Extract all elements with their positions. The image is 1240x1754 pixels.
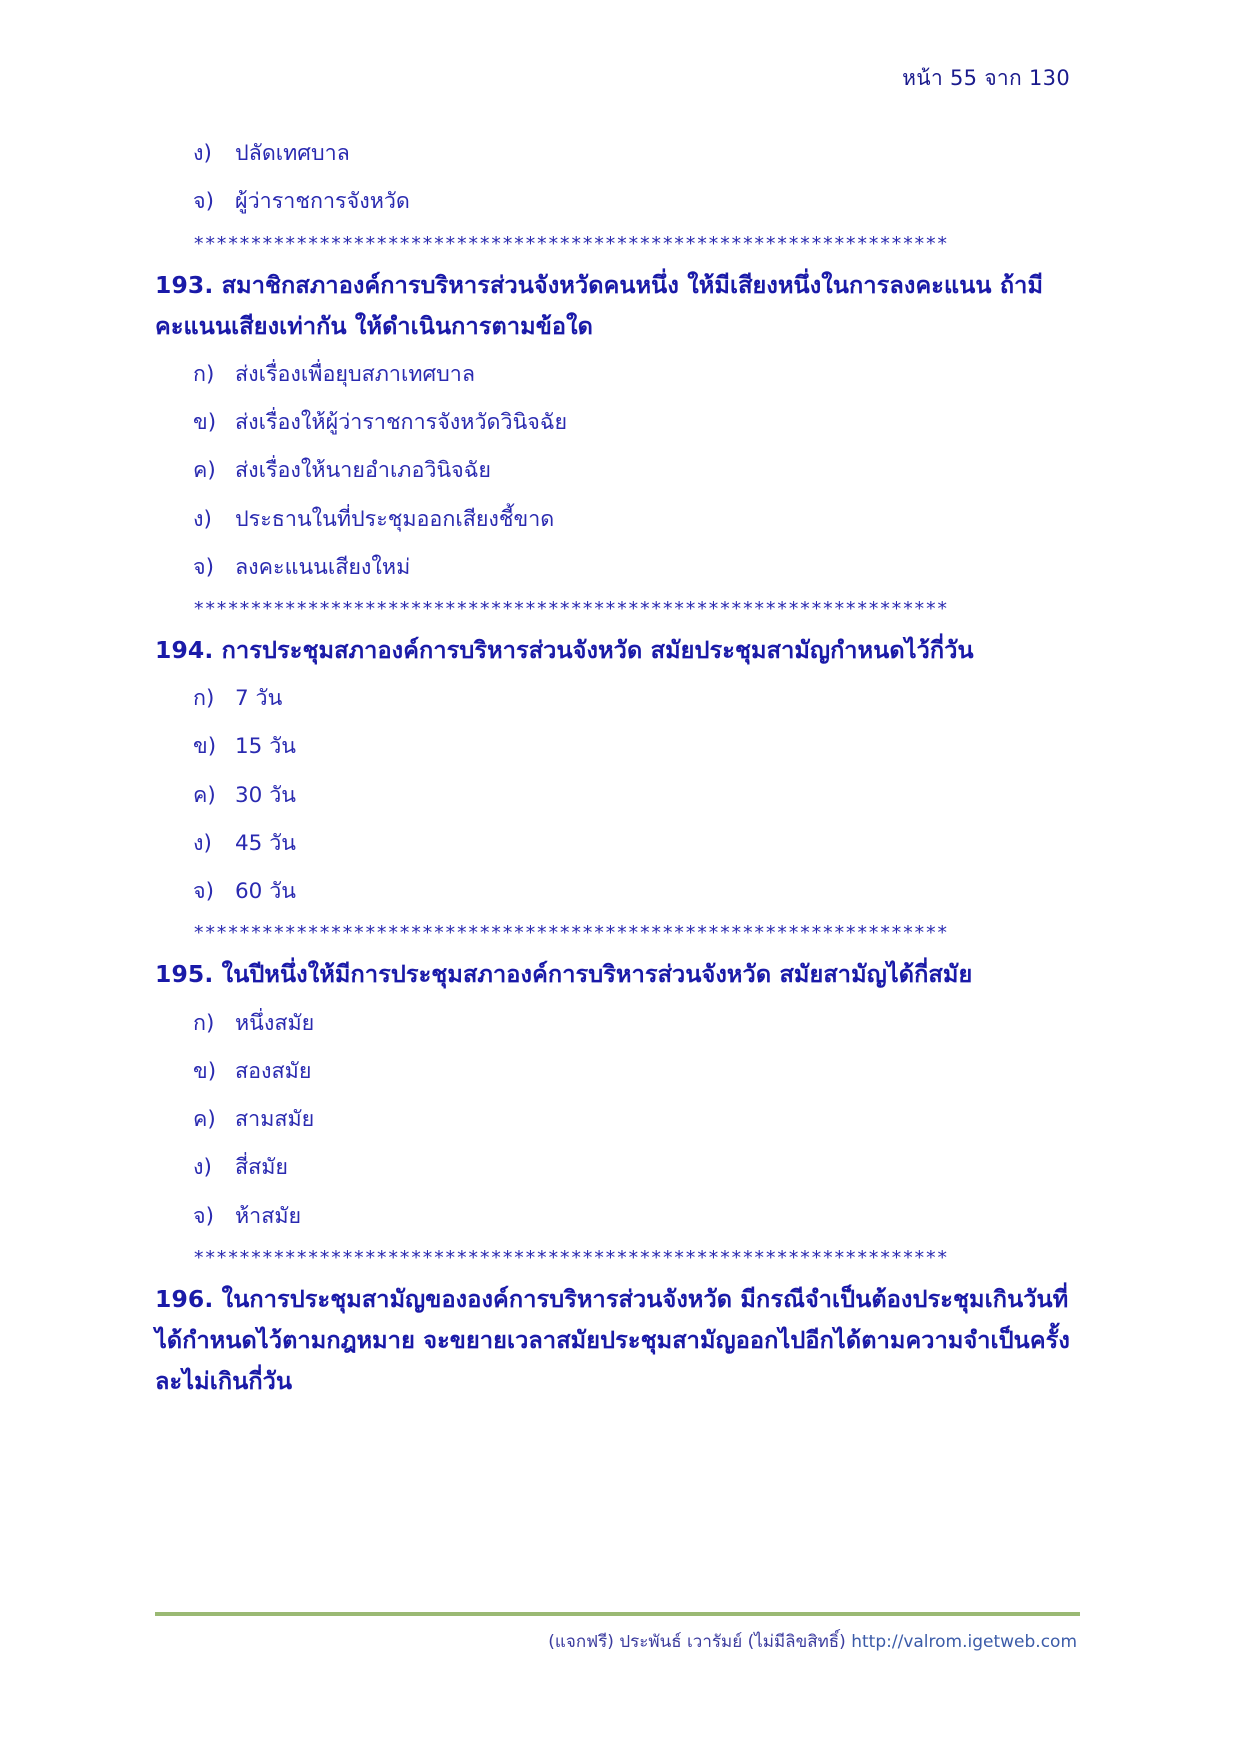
choice-label: 7 วัน — [235, 686, 283, 712]
footer-url[interactable]: http://valrom.igetweb.com — [851, 1632, 1077, 1652]
list-item[interactable] — [155, 820, 1075, 868]
list-item[interactable] — [155, 178, 1075, 226]
list-item[interactable] — [155, 399, 1075, 447]
list-item[interactable] — [155, 130, 1075, 178]
list-item[interactable] — [155, 1144, 1075, 1192]
choice-key: จ) — [193, 189, 214, 215]
list-item[interactable] — [155, 675, 1075, 723]
list-item[interactable] — [155, 1193, 1075, 1241]
list-item[interactable] — [155, 496, 1075, 544]
section-divider: ****************************************************************** — [193, 598, 948, 620]
choice-label: หนึ่งสมัย — [235, 1010, 315, 1036]
section-divider: ****************************************************************** — [193, 922, 948, 945]
choice-label: สามสมัย — [235, 1107, 315, 1132]
choice-list — [155, 1000, 1075, 1241]
section-divider: ****************************************************************** — [193, 1246, 948, 1269]
choice-label: ผู้ว่าราชการจังหวัด — [235, 189, 410, 215]
choice-key: ก) — [193, 1010, 215, 1036]
choice-label: ส่งเรื่องเพื่อยุบสภาเทศบาล — [235, 361, 476, 387]
footer-credit-text: (แจกฟรี) ประพันธ์ เวารัมย์ (ไม่มีลิขสิทธิ์) — [548, 1632, 846, 1652]
list-item[interactable] — [155, 1048, 1075, 1096]
list-item[interactable] — [155, 772, 1075, 820]
choice-key: ค) — [193, 458, 216, 484]
choice-key: ก) — [193, 686, 215, 712]
choice-label: ส่งเรื่องให้นายอำเภอวินิจฉัย — [235, 458, 491, 484]
choice-key: ข) — [193, 734, 217, 760]
list-item[interactable] — [155, 351, 1075, 399]
choice-key: ข) — [193, 410, 217, 435]
choice-list — [155, 675, 1075, 916]
choice-key: ง) — [193, 141, 212, 166]
choice-key: ง) — [193, 830, 212, 856]
choice-label: ส่งเรื่องให้ผู้ว่าราชการจังหวัดวินิจฉัย — [235, 410, 568, 435]
section-divider: ****************************************************************** — [193, 232, 948, 255]
choice-key: ง) — [193, 506, 212, 532]
choice-label: สี่สมัย — [235, 1155, 289, 1181]
choice-label: ประธานในที่ประชุมออกเสียงชี้ขาด — [235, 506, 555, 532]
choice-list — [155, 130, 1075, 227]
choice-label: ห้าสมัย — [235, 1203, 302, 1229]
choice-key: จ) — [193, 554, 214, 580]
list-item[interactable] — [155, 868, 1075, 916]
list-item[interactable] — [155, 447, 1075, 495]
choice-label: 30 วัน — [235, 782, 296, 808]
question-text: 195. ในปีหนึ่งให้มีการประชุมสภาองค์การบริหารส่วนจังหวัด สมัยสามัญได้กี่สมัย — [155, 960, 973, 989]
choice-key: ค) — [193, 1107, 216, 1132]
page-indicator: หน้า 55 จาก 130 — [902, 66, 1070, 90]
choice-label: 60 วัน — [235, 879, 296, 905]
choice-key: ก) — [193, 361, 215, 387]
choice-label: สองสมัย — [235, 1058, 312, 1084]
question-text: 194. การประชุมสภาองค์การบริหารส่วนจังหวัด สมัยประชุมสามัญกำหนดไว้กี่วัน — [155, 636, 974, 664]
document-content — [155, 130, 1075, 1406]
choice-label: ลงคะแนนเสียงใหม่ — [235, 554, 411, 580]
choice-label: 45 วัน — [235, 830, 296, 856]
choice-key: จ) — [193, 1203, 214, 1229]
question-text: 193. สมาชิกสภาองค์การบริหารส่วนจังหวัดคนหนึ่ง ให้มีเสียงหนึ่งในการลงคะแนน ถ้ามีคะแนนเสียงเท่ากัน ให้ดำเนินการตามข้อใด — [155, 270, 1044, 340]
choice-key: ข) — [193, 1058, 217, 1084]
choice-list — [155, 351, 1075, 592]
choice-label: 15 วัน — [235, 734, 296, 760]
list-item[interactable] — [155, 1096, 1075, 1144]
choice-key: ค) — [193, 782, 216, 808]
list-item[interactable] — [155, 723, 1075, 771]
choice-label: ปลัดเทศบาล — [235, 141, 350, 166]
footer-credit — [548, 1628, 1077, 1655]
choice-key: จ) — [193, 879, 214, 905]
footer-divider — [155, 1612, 1080, 1616]
question-text: 196. ในการประชุมสามัญขององค์การบริหารส่วนจังหวัด มีกรณีจำเป็นต้องประชุมเกินวันที่ได้กำหนดไว้ตามกฎหมาย จะขยายเวลาสมัยประชุมสามัญออกไปอีกได้ตามความจำเป็นครั้งละไม่เกินกี่วัน — [155, 1284, 1070, 1395]
list-item[interactable] — [155, 544, 1075, 592]
list-item[interactable] — [155, 1000, 1075, 1048]
choice-key: ง) — [193, 1155, 212, 1181]
